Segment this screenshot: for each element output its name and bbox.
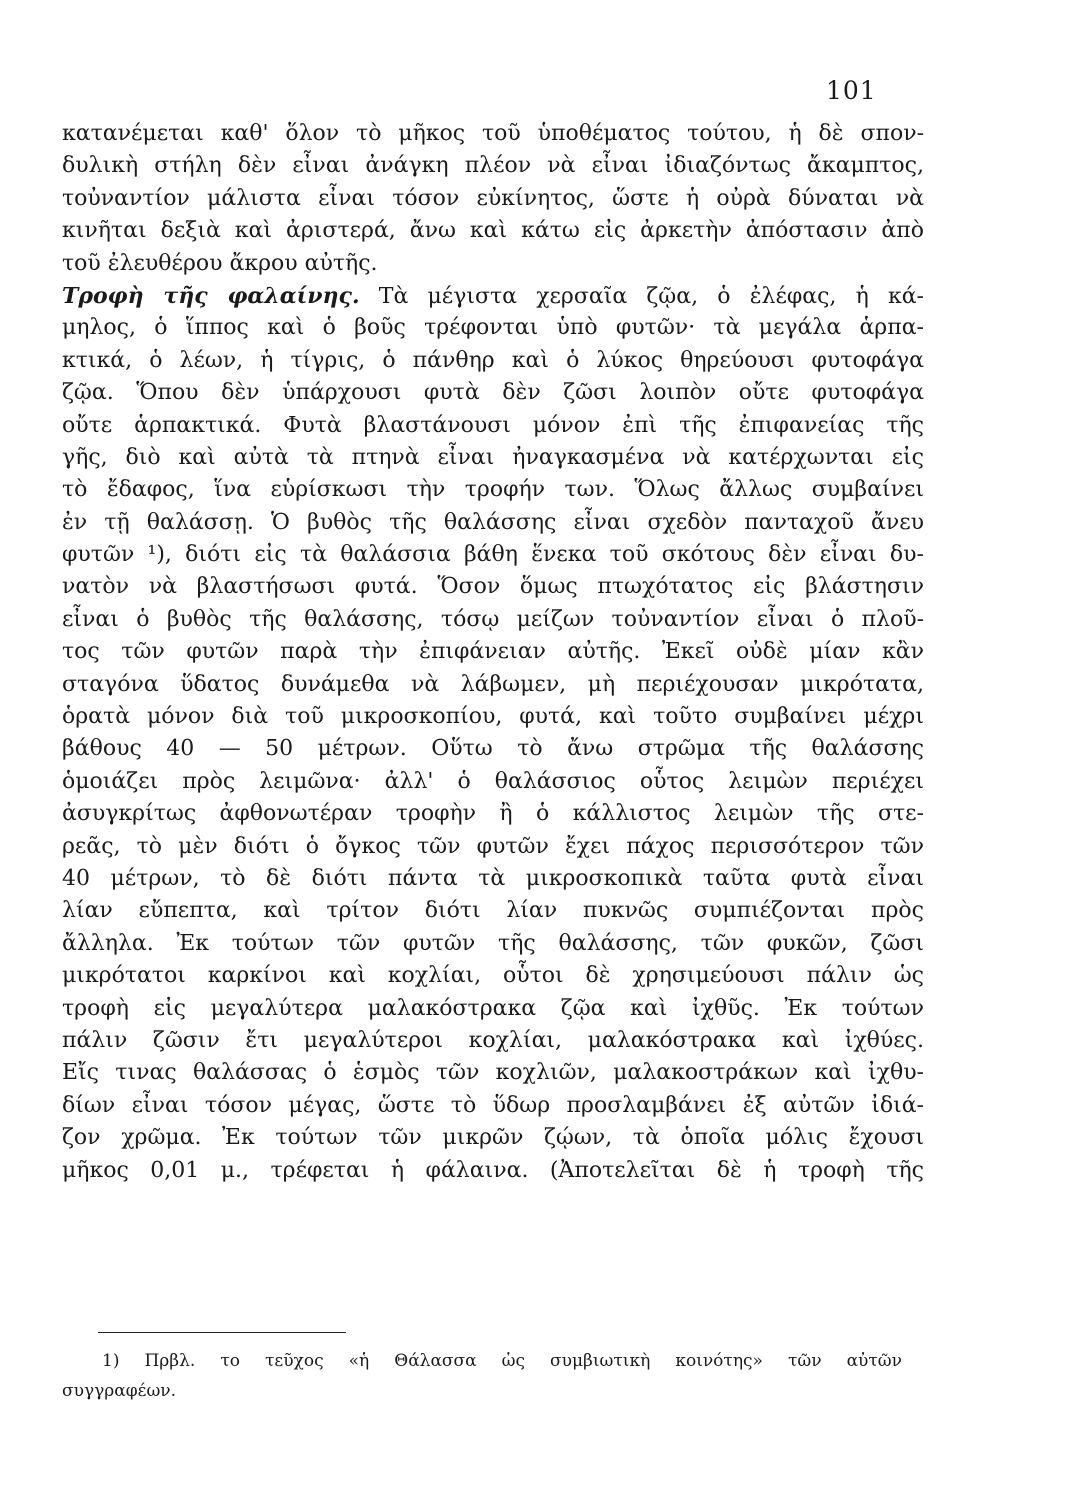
- footnote-line: 1) Πρβλ. το τεῦχος «ἡ Θάλασσα ὡς συμβιωτικὴ κοινότης» τῶν αὐτῶν: [102, 1351, 902, 1371]
- body-line: τὸ ἔδαφος, ἵνα εὑρίσκωσι τὴν τροφήν των. Ὅλως ἄλλως συμβαίνει: [62, 477, 924, 503]
- body-line: τροφὴ εἰς μεγαλύτερα μαλακόστρακα ζῷα καὶ ἰχθῦς. Ἐκ τούτων: [62, 995, 924, 1021]
- body-line: σταγόνα ὕδατος δυνάμεθα νὰ λάβωμεν, μὴ περιέχουσαν μικρότατα,: [62, 671, 924, 697]
- body-line: δίων εἶναι τόσον μέγας, ὥστε τὸ ὕδωρ προσλαμβάνει ἐξ αὐτῶν ἰδιά-: [62, 1092, 924, 1118]
- body-line: ὁμοιάζει πρὸς λειμῶνα· ἀλλ' ὁ θαλάσσιος οὗτος λειμὼν περιέχει: [62, 768, 924, 794]
- body-line: μικρότατοι καρκίνοι καὶ κοχλίαι, οὗτοι δὲ χρησιμεύουσι πάλιν ὡς: [62, 963, 924, 989]
- body-line: ἄλληλα. Ἐκ τούτων τῶν φυτῶν τῆς θαλάσσης, τῶν φυκῶν, ζῶσι: [62, 930, 924, 956]
- body-line: μηλος, ὁ ἵππος καὶ ὁ βοῦς τρέφονται ὑπὸ φυτῶν· τὰ μεγάλα ἁρπα-: [62, 315, 924, 341]
- body-line: τος τῶν φυτῶν παρὰ τὴν ἐπιφάνειαν αὐτῆς. Ἐκεῖ οὐδὲ μίαν κἂν: [62, 639, 924, 665]
- body-line: μῆκος 0,01 μ., τρέφεται ἡ φάλαινα. (Ἀποτελεῖται δὲ ἡ τροφὴ τῆς: [62, 1157, 924, 1183]
- body-line: ρεᾶς, τὸ μὲν διότι ὁ ὄγκος τῶν φυτῶν ἔχει πάχος περισσότερον τῶν: [62, 833, 924, 859]
- section-first-line: [62, 280, 924, 312]
- body-line: δυλικὴ στήλη δὲν εἶναι ἀνάγκη πλέον νὰ εἶναι ἰδιαζόντως ἄκαμπτος,: [62, 153, 924, 179]
- body-line: οὔτε ἁρπακτικά. Φυτὰ βλαστάνουσι μόνον ἐπὶ τῆς ἐπιφανείας τῆς: [62, 412, 924, 438]
- body-line: 40 μέτρων, τὸ δὲ διότι πάντα τὰ μικροσκοπικὰ ταῦτα φυτὰ εἶναι: [62, 865, 924, 891]
- body-line: τοῦ ἐλευθέρου ἄκρου αὐτῆς.: [62, 250, 378, 276]
- page-number: 101: [826, 76, 877, 105]
- footnote-divider: [98, 1332, 346, 1333]
- body-line: τοὐναντίον μάλιστα εἶναι τόσον εὐκίνητος, ὥστε ἡ οὐρὰ δύναται νὰ: [62, 185, 924, 211]
- body-line: ἐν τῇ θαλάσσῃ. Ὁ βυθὸς τῆς θαλάσσης εἶναι σχεδὸν πανταχοῦ ἄνευ: [62, 509, 924, 535]
- footnote: [62, 1346, 902, 1406]
- section-first-line-text: Τὰ μέγιστα χερσαῖα ζῷα, ὁ ἐλέφας, ἡ κά-: [378, 283, 924, 309]
- body-line: κινῆται δεξιὰ καὶ ἀριστερά, ἄνω καὶ κάτω εἰς ἀρκετὴν ἀπόστασιν ἀπὸ: [62, 218, 924, 244]
- body-line: λίαν εὔπεπτα, καὶ τρίτον διότι λίαν πυκνῶς συμπιέζονται πρὸς: [62, 898, 924, 924]
- section-heading: Τροφὴ τῆς φαλαίνης.: [62, 282, 360, 309]
- body-line: κατανέμεται καθ' ὅλον τὸ μῆκος τοῦ ὑποθέματος τούτου, ἡ δὲ σπον-: [62, 121, 924, 146]
- footnote-line: συγγραφέων.: [62, 1381, 177, 1401]
- body-line: ζον χρῶμα. Ἐκ τούτων τῶν μικρῶν ζῴων, τὰ ὁποῖα μόλις ἔχουσι: [62, 1125, 924, 1151]
- body-line: κτικά, ὁ λέων, ἡ τίγρις, ὁ πάνθηρ καὶ ὁ λύκος θηρεύουσι φυτοφάγα: [62, 347, 924, 373]
- body-line: βάθους 40 — 50 μέτρων. Οὕτω τὸ ἄνω στρῶμα τῆς θαλάσσης: [62, 736, 924, 762]
- body-line: εἶναι ὁ βυθὸς τῆς θαλάσσης, τόσῳ μείζων τοὐναντίον εἶναι ὁ πλοῦ-: [62, 606, 924, 632]
- body-line: ἀσυγκρίτως ἀφθονωτέραν τροφὴν ἢ ὁ κάλλιστος λειμὼν τῆς στε-: [62, 801, 924, 827]
- body-line: ζῷα. Ὅπου δὲν ὑπάρχουσι φυτὰ δὲν ζῶσι λοιπὸν οὔτε φυτοφάγα: [62, 380, 924, 406]
- body-line: νατὸν νὰ βλαστήσωσι φυτά. Ὅσον ὅμως πτωχότατος εἰς βλάστησιν: [62, 574, 924, 600]
- body-line: Εἴς τινας θαλάσσας ὁ ἑσμὸς τῶν κοχλιῶν, μαλακοστράκων καὶ ἰχθυ-: [62, 1060, 924, 1086]
- body-text: [62, 118, 924, 1187]
- body-line: γῆς, διὸ καὶ αὐτὰ τὰ πτηνὰ εἶναι ἠναγκασμένα νὰ κατέρχωνται εἰς: [62, 444, 924, 470]
- body-line: ὁρατὰ μόνον διὰ τοῦ μικροσκοπίου, φυτά, καὶ τοῦτο συμβαίνει μέχρι: [62, 704, 924, 730]
- body-line-with-footnote-ref: φυτῶν ¹), διότι εἰς τὰ θαλάσσια βάθη ἕνεκα τοῦ σκότους δὲν εἶναι δυ-: [62, 542, 924, 568]
- body-line: πάλιν ζῶσιν ἔτι μεγαλύτεροι κοχλίαι, μαλακόστρακα καὶ ἰχθύες.: [62, 1027, 924, 1053]
